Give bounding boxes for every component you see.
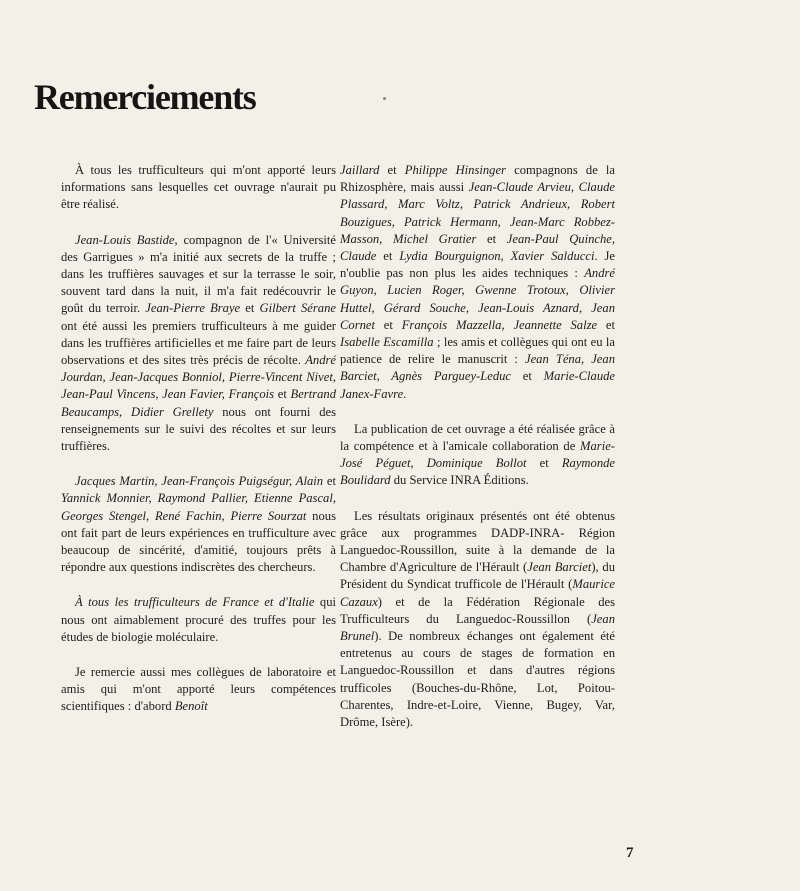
italic-name-run: Marie-José Péguet, Dominique Bollot	[340, 439, 615, 471]
paragraph-2	[61, 232, 336, 456]
italic-name-run: Jean-Paul Quinche, Claude	[340, 231, 616, 264]
italic-name-run: Jean Téna, Jean Barciet, Agnès Parguey-Leduc	[340, 352, 615, 384]
italic-name-run: Jean Brunel	[340, 611, 615, 644]
text-run: À tous les trufficulteurs qui m'ont apporté leurs informations sans lesquelles cet ouvrage n'aurait pu être réalisé.	[61, 163, 336, 212]
text-run: et	[597, 317, 615, 332]
text-run: et	[274, 387, 291, 402]
text-run: compagnons de la Rhizosphère, mais aussi	[340, 163, 615, 195]
text-run: ) et de la Fédération Régionale des Trufficulteurs du Languedoc-Roussillon (	[340, 594, 615, 626]
italic-name-run: Jacques Martin, Jean-François Puigségur, Alain	[75, 474, 324, 489]
text-run: et	[240, 301, 260, 316]
text-run: ), du Président du Syndicat trufficole de l'Hérault (	[340, 560, 615, 592]
italic-name-run: François Mazzella, Jeannette Salze	[401, 317, 598, 332]
text-run: qui nous ont aimablement procuré des truffes pour les études de biologie moléculaire.	[61, 595, 336, 644]
page-number: 7	[626, 845, 634, 861]
text-run: . Je n'oublie pas non plus les aides techniques :	[340, 249, 616, 281]
paragraph-5	[61, 664, 336, 716]
italic-name-run: Yannick Monnier, Raymond Pallier, Etienne Pascal, Georges Stengel, René Fachin, Pierre Sourzat	[61, 491, 336, 523]
italic-name-run: Bertrand Beaucamps, Didier Grellety	[61, 387, 336, 419]
paragraph-3	[61, 473, 336, 576]
paragraph-4	[61, 594, 336, 646]
text-run: et	[374, 317, 402, 332]
italic-name-run: Jean-Louis Bastide	[75, 232, 175, 247]
italic-name-run: Gilbert Sérane	[259, 301, 336, 316]
text-run: et	[323, 474, 336, 489]
italic-name-run: André Jourdan, Jean-Jacques Bonniol, Pierre-Vincent Nivet, Jean-Paul Vincens, Jean Favier, François	[61, 353, 336, 402]
italic-name-run: Benoît	[174, 699, 208, 714]
italic-name-run: Philippe Hinsinger	[404, 163, 506, 177]
text-run: et	[526, 456, 562, 471]
paragraph-5-continued	[340, 162, 615, 403]
text-run: du Service INRA Éditions.	[390, 473, 529, 488]
italic-name-run: Jean-Pierre Braye	[145, 301, 241, 316]
italic-name-run: Isabelle Escamilla	[340, 335, 434, 350]
italic-name-run: Marie-Claude Janex-Favre	[340, 369, 616, 401]
italic-name-run: Raymonde Boulidard	[340, 456, 615, 488]
text-run: Les résultats originaux présentés ont été obtenus grâce aux programmes DADP-INRA- Région Languedoc-Roussillon, suite à la demande de la Chambre d'Agriculture de l'Hérault (	[340, 508, 615, 575]
text-run: ont été aussi les premiers trufficulteurs à me guider dans les truffières artificielles et me faire part de leurs observations et des sites très précis de récolte.	[61, 318, 336, 368]
italic-name-run: Jaillard	[340, 163, 380, 177]
text-run: et	[376, 249, 400, 264]
text-run: La publication de cet ouvrage a été réalisée grâce à la compétence et à l'amicale collaboration de	[340, 421, 615, 454]
italic-name-run: Maurice Cazaux	[340, 577, 615, 609]
italic-name-run: À tous les trufficulteurs de France et d'Italie	[75, 595, 315, 610]
italic-name-run: Lydia Bourguignon, Xavier Salducci	[399, 249, 595, 264]
text-run: nous ont fait part de leurs expériences en trufficulture avec beaucoup de sincérité, d'amitié, toujours prêts à répondre aux questions indiscrètes des chercheurs.	[61, 508, 336, 575]
text-run: et	[511, 369, 544, 384]
text-run: ; les amis et collègues qui ont eu la patience de relire le manuscrit :	[340, 335, 615, 367]
paragraph-6	[340, 421, 615, 490]
text-run: Je remercie aussi mes collègues de laboratoire et amis qui m'ont apporté leurs compétences scientifiques : d'abord	[61, 665, 336, 714]
print-speck	[383, 97, 386, 100]
paragraph-1	[61, 162, 336, 214]
text-run: , compagnon de l'« Université des Garrigues » m'a initié aux secrets de la truffe ; dans les truffières sauvages et sur la terrasse le soir, souvent tard dans la nuit, il m'a fait redécouvrir le goût du terroir.	[61, 232, 336, 316]
italic-name-run: Jean-Claude Arvieu, Claude Plassard, Marc Voltz, Patrick Andrieux, Robert Bouzigues, Patrick Hermann, Jean-Marc Robbez-Masson, Michel Gratier	[340, 180, 615, 246]
page-title: Remerciements	[34, 77, 256, 117]
left-column	[61, 162, 336, 734]
italic-name-run: Jean Barciet	[527, 560, 592, 575]
paragraph-7	[340, 508, 615, 732]
right-column	[340, 162, 615, 749]
text-run: .	[403, 386, 407, 401]
text-run: nous ont fourni des renseignements sur le suivi des récoltes et sur leurs truffières.	[61, 404, 336, 454]
text-run: et	[379, 163, 405, 177]
text-run: ). De nombreux échanges ont également été entretenus au cours de stages de formation en Languedoc-Roussillon et dans d'autres régions trufficoles (Bouches-du-Rhône, Lot, Poitou-Charentes, Indre-et-Loire, Vienne, Bugey, Var, Drôme, Isère).	[340, 629, 615, 730]
italic-name-run: André Guyon, Lucien Roger, Gwenne Trotoux, Olivier Huttel, Gérard Souche, Jean-Louis Aznard, Jean Cornet	[340, 266, 615, 332]
text-run: et	[476, 231, 507, 246]
